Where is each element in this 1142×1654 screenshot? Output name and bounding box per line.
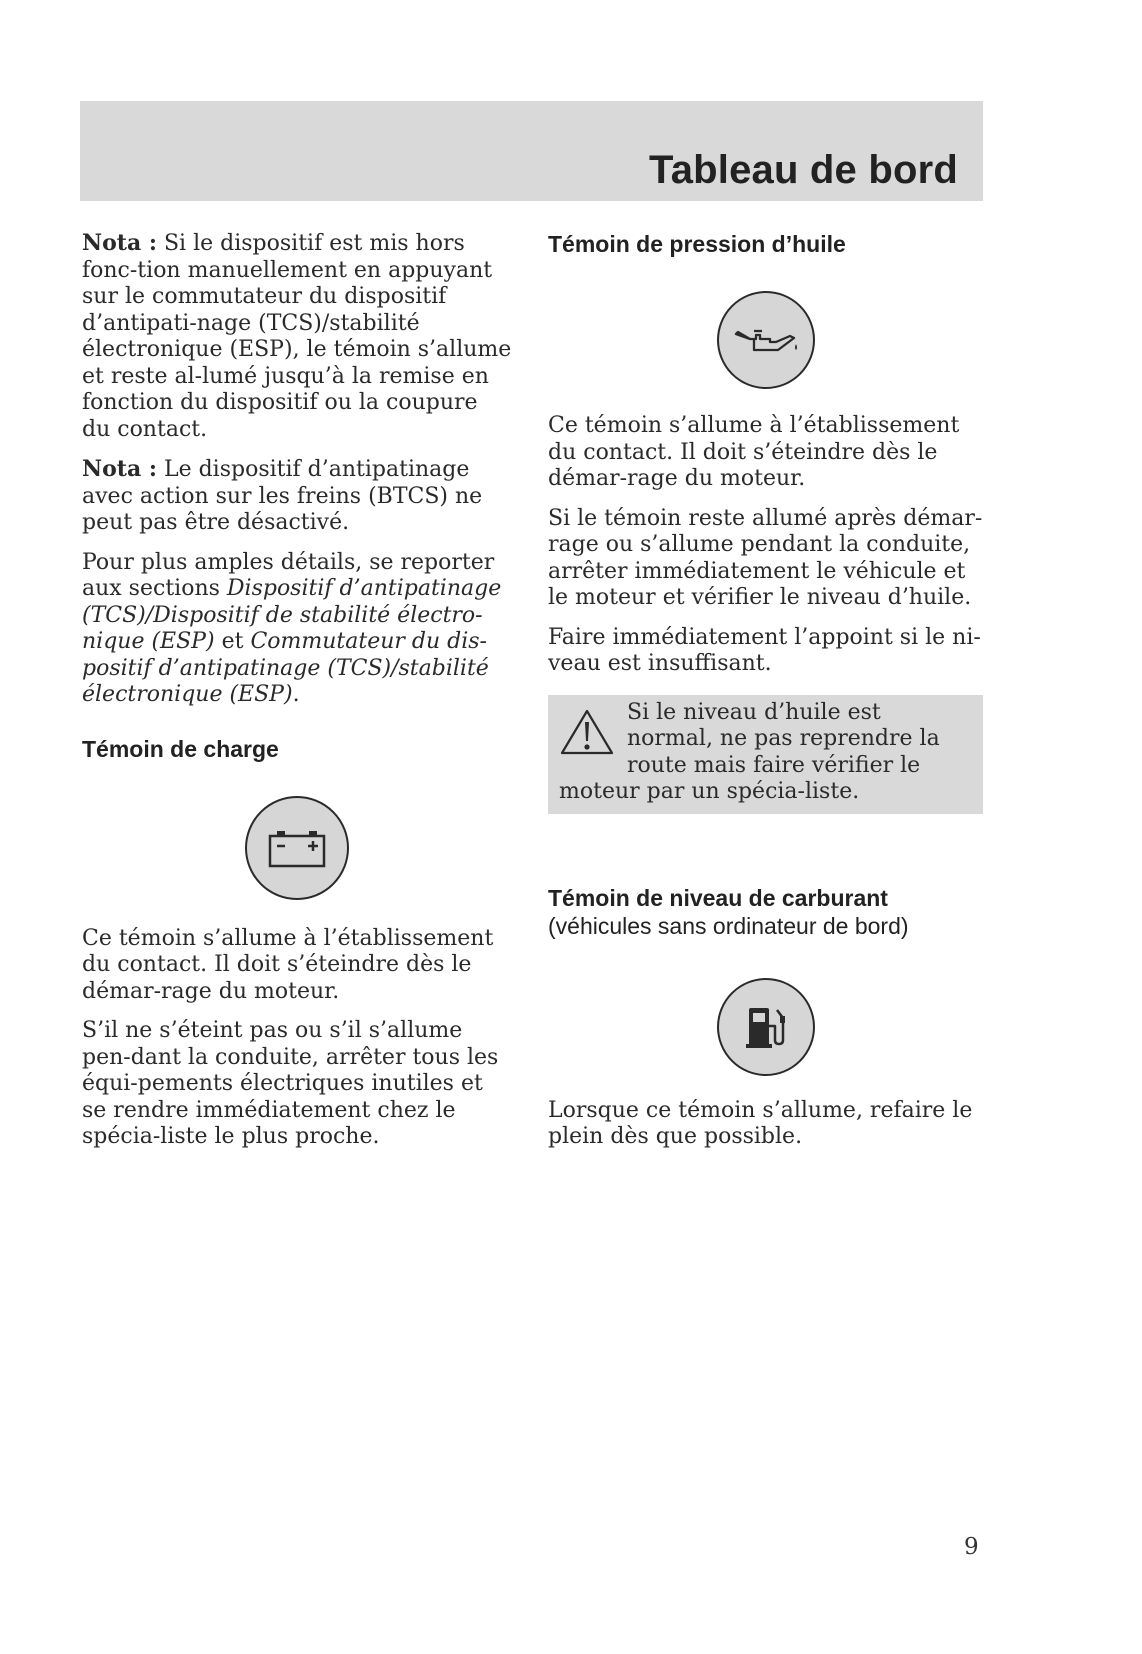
nota-paragraph xyxy=(82,456,512,537)
fuel-paragraph: Lorsque ce témoin s’allume, refaire le plein dès que possible. xyxy=(548,1097,973,1149)
page-number: 9 xyxy=(964,1534,979,1560)
fuel-level-heading: Témoin de niveau de carburant xyxy=(548,884,888,911)
details-text: . xyxy=(292,682,300,707)
left-column xyxy=(82,230,512,1164)
oil-paragraph: Faire immédiatement l’appoint si le ni-veau est insuffisant. xyxy=(548,624,981,676)
nota-label: Nota : xyxy=(82,456,157,482)
charge-paragraph: Ce témoin s’allume à l’établissement du contact. Il doit s’éteindre dès le démar-rage du moteur. xyxy=(82,925,494,1004)
oil-can-icon xyxy=(717,291,815,389)
fuel-pump-icon xyxy=(717,978,815,1076)
details-text: Pour plus amples détails, se reporter aux sections xyxy=(82,549,495,601)
details-text: et xyxy=(214,629,251,654)
page-title: Tableau de bord xyxy=(649,148,958,192)
warning-text: Si le niveau d’huile est normal, ne pas reprendre la route mais faire vérifier le moteur par un spécia-liste. xyxy=(559,699,940,804)
fuel-level-subheading: (véhicules sans ordinateur de bord) xyxy=(548,912,909,939)
battery-icon xyxy=(245,796,349,900)
right-column xyxy=(548,230,983,1164)
warning-box xyxy=(548,695,983,814)
charge-icon-wrap xyxy=(82,796,512,900)
oil-paragraph: Ce témoin s’allume à l’établissement du contact. Il doit s’éteindre dès le démar-rage du moteur. xyxy=(548,413,960,491)
warning-triangle-icon xyxy=(559,708,615,756)
oil-paragraph: Si le témoin reste allumé après démar-rage ou s’allume pendant la conduite, arrêter immédiatement le véhicule et le moteur et vérifier le niveau d’huile. xyxy=(548,505,983,610)
charge-paragraph: S’il ne s’éteint pas ou s’il s’allume pen-dant la conduite, arrêter tous les équi-pements électriques inutiles et se rendre immédiatement chez le spécia-liste le plus proche. xyxy=(82,1018,499,1149)
oil-can-icon-graphic xyxy=(730,320,802,360)
oil-icon-wrap xyxy=(548,291,983,389)
nota-label: Nota : xyxy=(82,230,157,256)
fuel-icon-wrap xyxy=(548,978,983,1076)
details-paragraph xyxy=(82,550,512,709)
section-reference: Commutateur du dis-positif d’antipatinage (TCS)/stabilité électronique (ESP) xyxy=(82,629,489,707)
nota-text: Si le dispositif est mis hors fonc-tion manuellement en appuyant sur le commutateur du dispositif d’antipati-nage (TCS)/stabilité électronique (ESP), le témoin s’allume et reste al-lumé jusqu’à la remise en fonction du dispositif ou la coupure du contact. xyxy=(82,231,512,442)
section-reference: Dispositif d’antipatinage (TCS)/Dispositif de stabilité électro-nique (ESP) xyxy=(82,576,502,654)
nota-paragraph xyxy=(82,230,512,443)
page-header xyxy=(80,101,983,201)
charge-heading: Témoin de charge xyxy=(82,735,279,762)
fuel-pump-icon-graphic xyxy=(741,1002,791,1052)
oil-pressure-heading: Témoin de pression d’huile xyxy=(548,231,846,257)
battery-icon-graphic xyxy=(267,828,327,868)
nota-text: Le dispositif d’antipatinage avec action sur les freins (BTCS) ne peut pas être désactivé. xyxy=(82,457,483,535)
